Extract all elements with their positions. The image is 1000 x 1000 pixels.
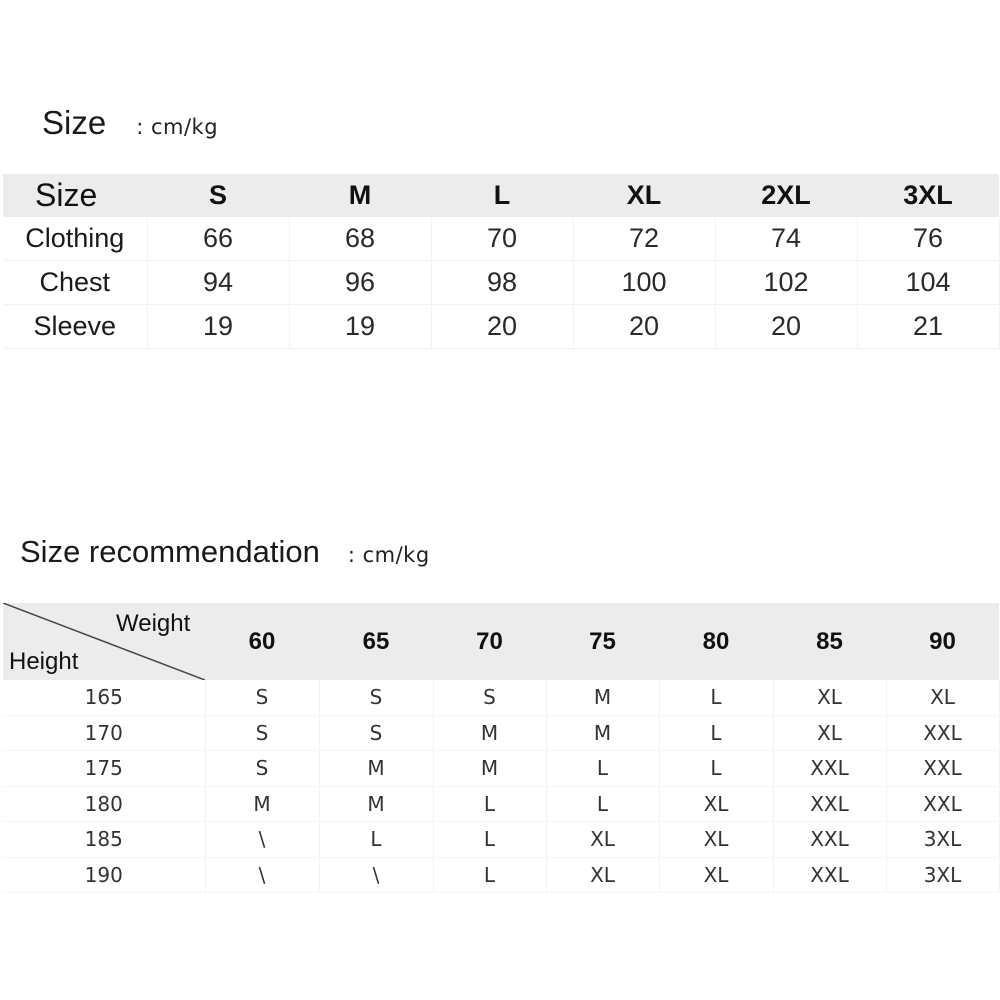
table-cell: S xyxy=(319,715,433,751)
table-cell: XXL xyxy=(886,751,999,787)
size-column-header: S xyxy=(147,174,289,217)
table-cell: L xyxy=(433,857,546,893)
table-cell: XXL xyxy=(773,786,886,822)
table-cell: L xyxy=(659,715,773,751)
weight-column-header: 90 xyxy=(886,603,999,680)
table-cell: M xyxy=(433,715,546,751)
table-cell: 94 xyxy=(147,261,289,305)
table-cell: M xyxy=(546,715,659,751)
table-cell: L xyxy=(659,751,773,787)
table-cell: S xyxy=(433,680,546,715)
size-chart-header-row xyxy=(3,174,999,217)
size-column-header: XL xyxy=(573,174,715,217)
table-cell: 74 xyxy=(715,217,857,261)
height-row-label: 190 xyxy=(3,857,205,893)
table-cell: 19 xyxy=(147,305,289,349)
table-row xyxy=(3,217,999,261)
size-column-header: L xyxy=(431,174,573,217)
table-cell: S xyxy=(205,715,319,751)
size-column-header: 2XL xyxy=(715,174,857,217)
table-cell: XL xyxy=(546,857,659,893)
weight-column-header: 65 xyxy=(319,603,433,680)
table-cell: L xyxy=(546,786,659,822)
table-cell: 72 xyxy=(573,217,715,261)
size-chart-header-label: Size xyxy=(3,174,147,217)
size-chart-table xyxy=(3,174,1000,349)
table-cell: 3XL xyxy=(886,822,999,858)
table-cell: XL xyxy=(773,715,886,751)
table-cell: \ xyxy=(205,857,319,893)
table-cell: L xyxy=(659,680,773,715)
table-cell: 20 xyxy=(573,305,715,349)
recommendation-unit: : cm/kg xyxy=(347,543,430,567)
table-cell: XXL xyxy=(773,751,886,787)
table-cell: 68 xyxy=(289,217,431,261)
size-chart-unit: : cm/kg xyxy=(136,115,219,139)
table-cell: 20 xyxy=(431,305,573,349)
height-row-label: 175 xyxy=(3,751,205,787)
height-row-label: 185 xyxy=(3,822,205,858)
table-cell: XXL xyxy=(773,857,886,893)
weight-column-header: 60 xyxy=(205,603,319,680)
row-label: Chest xyxy=(3,261,147,305)
table-cell: \ xyxy=(319,857,433,893)
table-cell: XL xyxy=(886,680,999,715)
table-row xyxy=(3,822,999,858)
height-row-label: 170 xyxy=(3,715,205,751)
recommendation-heading xyxy=(20,534,430,570)
size-chart-title: Size xyxy=(42,104,107,141)
weight-column-header: 75 xyxy=(546,603,659,680)
table-cell: XL xyxy=(659,857,773,893)
table-cell: S xyxy=(205,751,319,787)
weight-column-header: 85 xyxy=(773,603,886,680)
table-row xyxy=(3,751,999,787)
size-column-header: M xyxy=(289,174,431,217)
weight-column-header: 80 xyxy=(659,603,773,680)
table-row xyxy=(3,680,999,715)
table-row xyxy=(3,305,999,349)
table-cell: 20 xyxy=(715,305,857,349)
table-cell: \ xyxy=(205,822,319,858)
table-cell: 100 xyxy=(573,261,715,305)
table-cell: 3XL xyxy=(886,857,999,893)
table-cell: M xyxy=(433,751,546,787)
table-row xyxy=(3,857,999,893)
table-cell: 19 xyxy=(289,305,431,349)
table-cell: 70 xyxy=(431,217,573,261)
table-cell: M xyxy=(205,786,319,822)
height-axis-label: Height xyxy=(9,648,79,675)
size-recommendation-table xyxy=(3,603,1000,893)
table-cell: L xyxy=(319,822,433,858)
table-cell: L xyxy=(546,751,659,787)
weight-column-header: 70 xyxy=(433,603,546,680)
table-cell: XL xyxy=(773,680,886,715)
size-column-header: 3XL xyxy=(857,174,999,217)
table-cell: M xyxy=(319,786,433,822)
table-cell: 66 xyxy=(147,217,289,261)
row-label: Clothing xyxy=(3,217,147,261)
table-cell: XXL xyxy=(773,822,886,858)
table-cell: 104 xyxy=(857,261,999,305)
table-cell: 76 xyxy=(857,217,999,261)
table-cell: XXL xyxy=(886,715,999,751)
table-cell: 102 xyxy=(715,261,857,305)
table-cell: M xyxy=(319,751,433,787)
height-row-label: 180 xyxy=(3,786,205,822)
recommendation-title: Size recommendation xyxy=(20,534,320,569)
weight-height-corner xyxy=(3,603,205,680)
table-cell: 96 xyxy=(289,261,431,305)
table-cell: XXL xyxy=(886,786,999,822)
table-row xyxy=(3,715,999,751)
table-row xyxy=(3,786,999,822)
table-cell: 21 xyxy=(857,305,999,349)
table-cell: M xyxy=(546,680,659,715)
size-chart-heading xyxy=(42,104,218,142)
table-cell: S xyxy=(205,680,319,715)
table-cell: XL xyxy=(546,822,659,858)
weight-axis-label: Weight xyxy=(116,610,191,637)
table-cell: XL xyxy=(659,786,773,822)
row-label: Sleeve xyxy=(3,305,147,349)
table-cell: S xyxy=(319,680,433,715)
table-row xyxy=(3,261,999,305)
table-cell: L xyxy=(433,822,546,858)
height-row-label: 165 xyxy=(3,680,205,715)
table-cell: 98 xyxy=(431,261,573,305)
table-cell: L xyxy=(433,786,546,822)
recommendation-header-row xyxy=(3,603,999,680)
table-cell: XL xyxy=(659,822,773,858)
